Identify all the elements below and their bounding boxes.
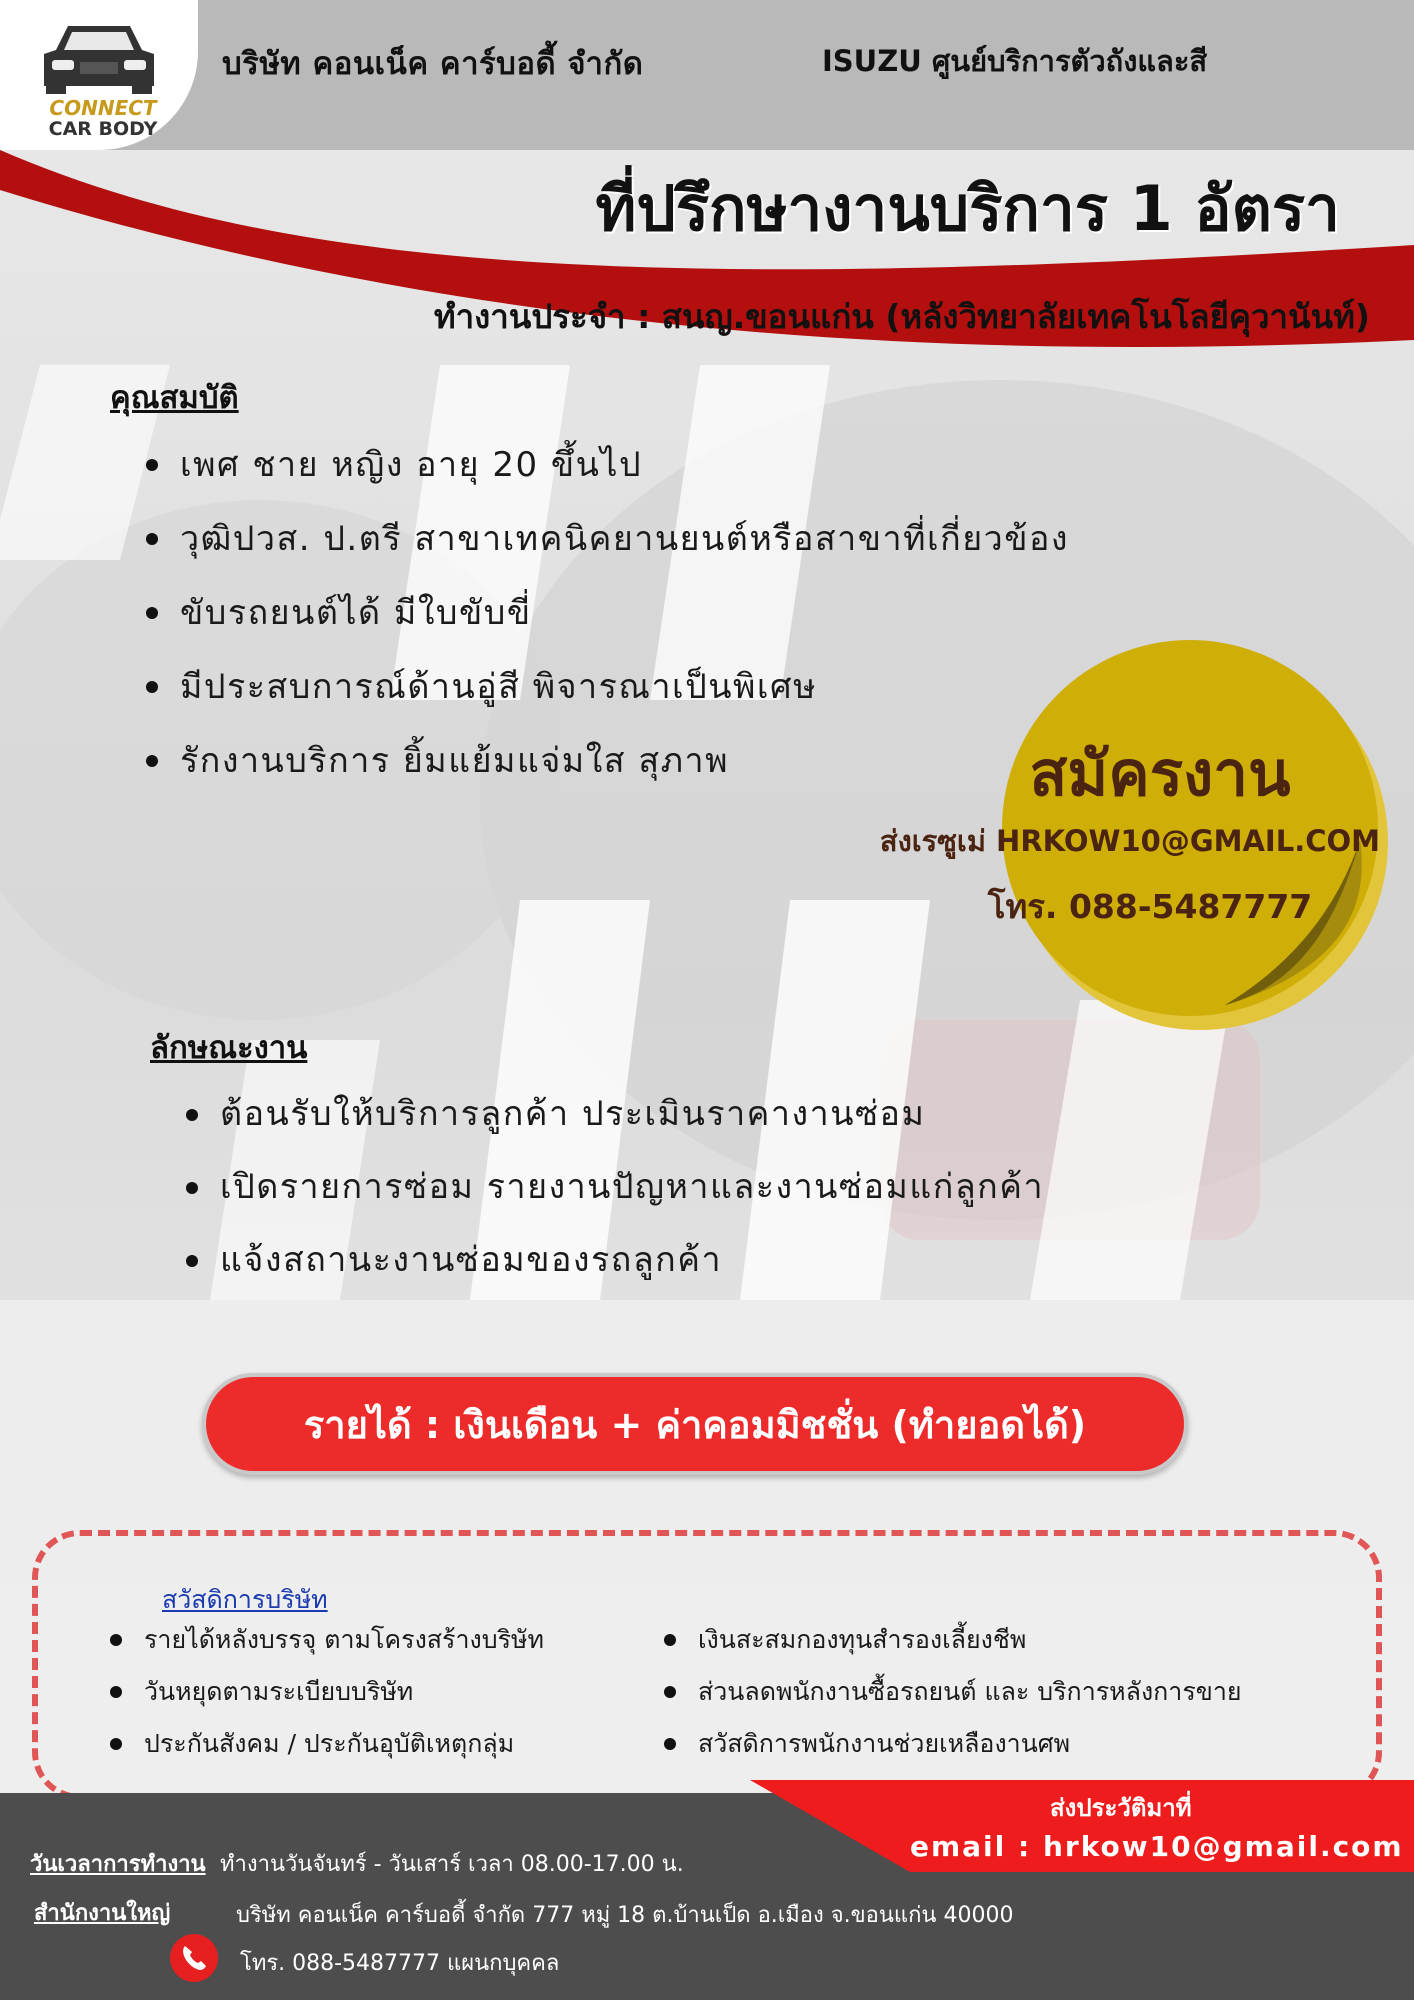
duties-heading: ลักษณะงาน <box>150 1030 308 1066</box>
apply-phone[interactable]: โทร. 088-5487777 <box>987 887 1313 926</box>
work-hours-label: วันเวลาการทำงาน <box>30 1852 206 1877</box>
welfare-item: รายได้หลังบรรจุ ตามโครงสร้างบริษัท <box>104 1614 544 1666</box>
welfare-item: ส่วนลดพนักงานซื้อรถยนต์ และ บริการหลังการขาย <box>658 1666 1242 1718</box>
company-logo <box>0 0 198 150</box>
qualification-item: วุฒิปวส. ป.ตรี สาขาเทคนิคยานยนต์หรือสาขาที่เกี่ยวข้อง <box>140 502 1069 576</box>
apply-email[interactable]: ส่งเรซูเม่ HRKOW10@GMAIL.COM <box>879 824 1380 858</box>
qualification-item: รักงานบริการ ยิ้มแย้มแจ่มใส สุภาพ <box>140 724 1069 798</box>
duty-item: ต้อนรับให้บริการลูกค้า ประเมินราคางานซ่อม <box>180 1078 1044 1151</box>
duties-list <box>180 1078 1044 1297</box>
qualification-item: มีประสบการณ์ด้านอู่สี พิจารณาเป็นพิเศษ <box>140 650 1069 724</box>
work-hours-text: ทำงานวันจันทร์ - วันเสาร์ เวลา 08.00-17.00 น. <box>220 1852 684 1877</box>
qualification-item: ขับรถยนต์ได้ มีใบขับขี่ <box>140 576 1069 650</box>
income-text: รายได้ : เงินเดือน + ค่าคอมมิชชั่น (ทำยอดได้) <box>303 1402 1087 1447</box>
income-banner <box>202 1373 1188 1475</box>
send-resume-email[interactable]: email : hrkow10@gmail.com <box>910 1830 1404 1863</box>
welfare-list-right <box>658 1614 1242 1770</box>
qualifications-heading: คุณสมบัติ <box>110 380 239 416</box>
welfare-item: ประกันสังคม / ประกันอุบัติเหตุกลุ่ม <box>104 1718 544 1770</box>
qualifications-list <box>140 428 1069 798</box>
hr-phone[interactable]: โทร. 088-5487777 แผนกบุคคล <box>240 1951 560 1976</box>
logo-line2: CAR BODY <box>48 118 158 140</box>
phone-icon <box>170 1934 218 1982</box>
qualification-item: เพศ ชาย หญิง อายุ 20 ขึ้นไป <box>140 428 1069 502</box>
duty-item: เปิดรายการซ่อม รายงานปัญหาและงานซ่อมแก่ลูกค้า <box>180 1151 1044 1224</box>
logo-line1: CONNECT <box>49 96 157 120</box>
welfare-list-left <box>104 1614 544 1770</box>
welfare-heading: สวัสดิการบริษัท <box>162 1585 328 1614</box>
workplace-location: ทำงานประจำ : สนญ.ขอนแก่น (หลังวิทยาลัยเทคโนโลยีคุวานันท์) <box>433 297 1370 336</box>
head-office-label: สำนักงานใหญ่ <box>34 1901 171 1926</box>
apply-title: สมัครงาน <box>1029 737 1291 810</box>
send-resume-label: ส่งประวัติมาที่ <box>1050 1794 1192 1822</box>
welfare-item: สวัสดิการพนักงานช่วยเหลืองานศพ <box>658 1718 1242 1770</box>
duty-item: แจ้งสถานะงานซ่อมของรถลูกค้า <box>180 1224 1044 1297</box>
isuzu-service-center: ISUZU ศูนย์บริการตัวถังและสี <box>822 44 1208 78</box>
welfare-item: วันหยุดตามระเบียบบริษัท <box>104 1666 544 1718</box>
car-front-icon <box>34 16 164 96</box>
welfare-item: เงินสะสมกองทุนสำรองเลี้ยงชีพ <box>658 1614 1242 1666</box>
company-name: บริษัท คอนเน็ค คาร์บอดี้ จำกัด <box>222 46 644 82</box>
head-office-address: บริษัท คอนเน็ค คาร์บอดี้ จำกัด 777 หมู่ 18 ต.บ้านเป็ด อ.เมือง จ.ขอนแก่น 40000 <box>236 1903 1014 1928</box>
job-title: ที่ปรึกษางานบริการ 1 อัตรา <box>595 172 1340 245</box>
